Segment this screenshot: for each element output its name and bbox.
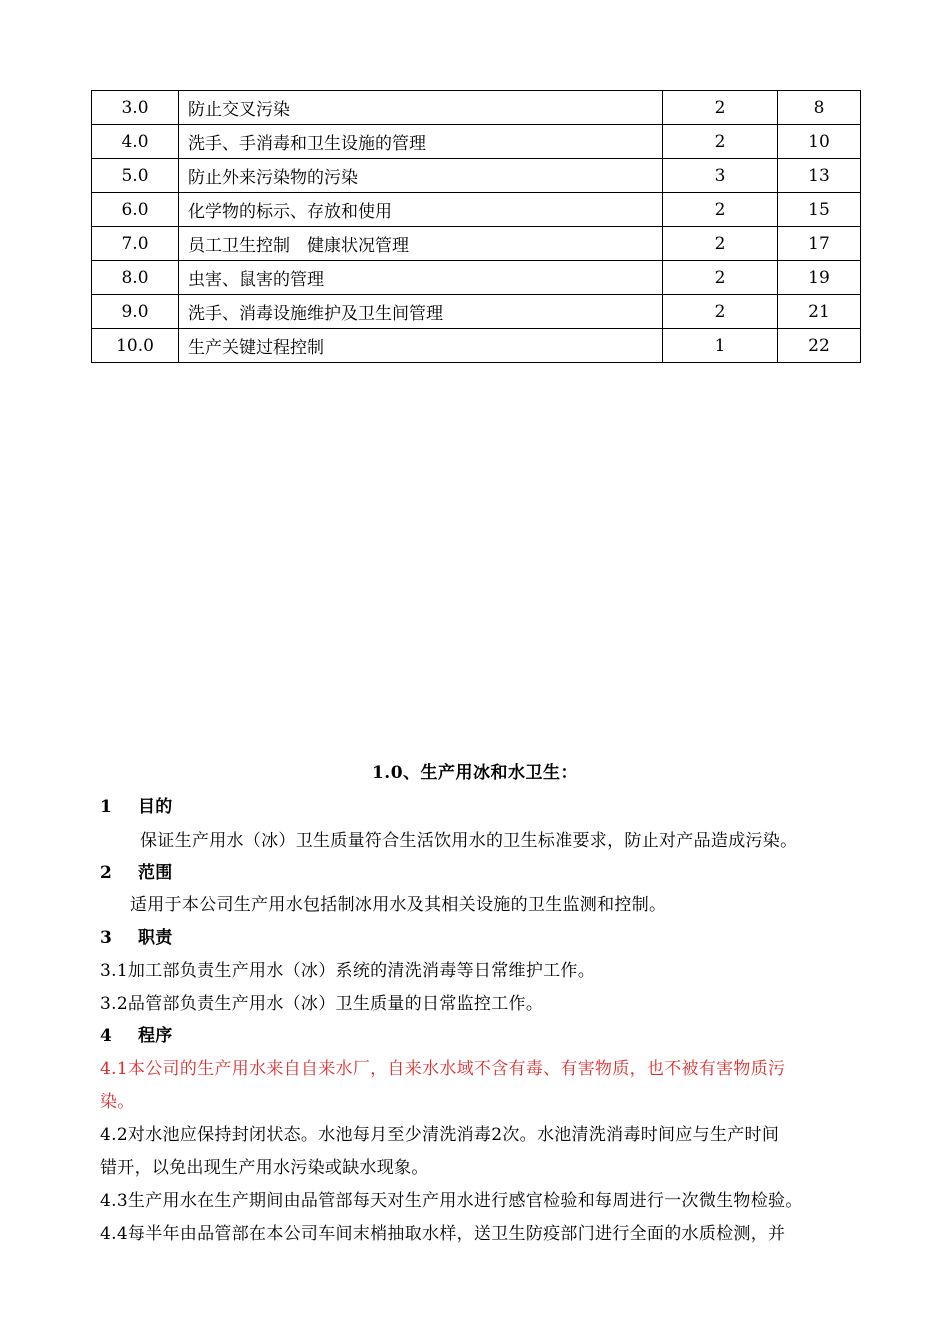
toc-row <box>92 329 861 363</box>
toc-page-number: 17 <box>778 227 861 261</box>
procedure-4-2-line1: 4.2对水池应保持封闭状态。水池每月至少清洗消毒2次。水池清洗消毒时间应与生产时间 <box>100 1125 780 1145</box>
toc-title: 员工卫生控制 健康状况管理 <box>179 227 663 261</box>
toc-number: 4.0 <box>92 125 179 159</box>
procedure-4-1-line1: 4.1本公司的生产用水来自自来水厂，自来水水域不含有毒、有害物质，也不被有害物质污 <box>100 1059 786 1079</box>
toc-row <box>92 227 861 261</box>
duty-item: 3.2品管部负责生产用水（冰）卫生质量的日常监控工作。 <box>100 994 544 1014</box>
procedure-4-3: 4.3生产用水在生产期间由品管部每天对生产用水进行感官检验和每周进行一次微生物检验。 <box>100 1191 803 1211</box>
toc-title: 化学物的标示、存放和使用 <box>179 193 663 227</box>
toc-page-count: 2 <box>663 227 778 261</box>
toc-title: 洗手、消毒设施维护及卫生间管理 <box>179 295 663 329</box>
toc-page-number: 8 <box>778 91 861 125</box>
toc-row <box>92 125 861 159</box>
toc-title: 生产关键过程控制 <box>179 329 663 363</box>
procedure-4-4: 4.4每半年由品管部在本公司车间末梢抽取水样，送卫生防疫部门进行全面的水质检测，并 <box>100 1224 786 1244</box>
purpose-text: 保证生产用水（冰）卫生质量符合生活饮用水的卫生标准要求，防止对产品造成污染。 <box>140 831 798 851</box>
toc-page-number: 22 <box>778 329 861 363</box>
toc-title: 防止交叉污染 <box>179 91 663 125</box>
section-heading: 1.0、生产用冰和水卫生： <box>371 763 579 783</box>
toc-table <box>91 90 861 363</box>
toc-page-number: 15 <box>778 193 861 227</box>
toc-page-count: 1 <box>663 329 778 363</box>
procedure-4-2-line2: 错开，以免出现生产用水污染或缺水现象。 <box>100 1158 429 1178</box>
toc-page-number: 21 <box>778 295 861 329</box>
toc-row <box>92 295 861 329</box>
toc-page-count: 2 <box>663 295 778 329</box>
toc-row <box>92 91 861 125</box>
toc-number: 9.0 <box>92 295 179 329</box>
toc-page-number: 13 <box>778 159 861 193</box>
toc-table-body <box>92 91 861 363</box>
toc-page-count: 2 <box>663 261 778 295</box>
procedure-4-1-line2: 染。 <box>100 1092 135 1112</box>
toc-number: 3.0 <box>92 91 179 125</box>
toc-page-number: 10 <box>778 125 861 159</box>
duties-title: 职责 <box>138 928 173 948</box>
procedure-number: 4 <box>100 1026 113 1046</box>
scope-text: 适用于本公司生产用水包括制冰用水及其相关设施的卫生监测和控制。 <box>130 895 667 915</box>
toc-page-count: 2 <box>663 193 778 227</box>
duty-item: 3.1加工部负责生产用水（冰）系统的清洗消毒等日常维护工作。 <box>100 961 596 981</box>
scope-number: 2 <box>100 863 113 883</box>
toc-number: 5.0 <box>92 159 179 193</box>
toc-page-count: 2 <box>663 125 778 159</box>
duties-heading <box>100 923 173 948</box>
purpose-title: 目的 <box>138 797 173 817</box>
toc-number: 10.0 <box>92 329 179 363</box>
toc-number: 8.0 <box>92 261 179 295</box>
toc-row <box>92 159 861 193</box>
toc-number: 7.0 <box>92 227 179 261</box>
toc-row <box>92 193 861 227</box>
duties-number: 3 <box>100 928 113 948</box>
procedure-heading <box>100 1021 173 1046</box>
procedure-title: 程序 <box>138 1026 173 1046</box>
toc-title: 虫害、鼠害的管理 <box>179 261 663 295</box>
toc-number: 6.0 <box>92 193 179 227</box>
scope-title: 范围 <box>138 863 173 883</box>
toc-page-number: 19 <box>778 261 861 295</box>
scope-heading <box>100 858 173 883</box>
toc-title: 洗手、手消毒和卫生设施的管理 <box>179 125 663 159</box>
toc-title: 防止外来污染物的污染 <box>179 159 663 193</box>
purpose-number: 1 <box>100 797 113 817</box>
toc-page-count: 3 <box>663 159 778 193</box>
toc-page-count: 2 <box>663 91 778 125</box>
toc-row <box>92 261 861 295</box>
purpose-heading <box>100 792 173 817</box>
